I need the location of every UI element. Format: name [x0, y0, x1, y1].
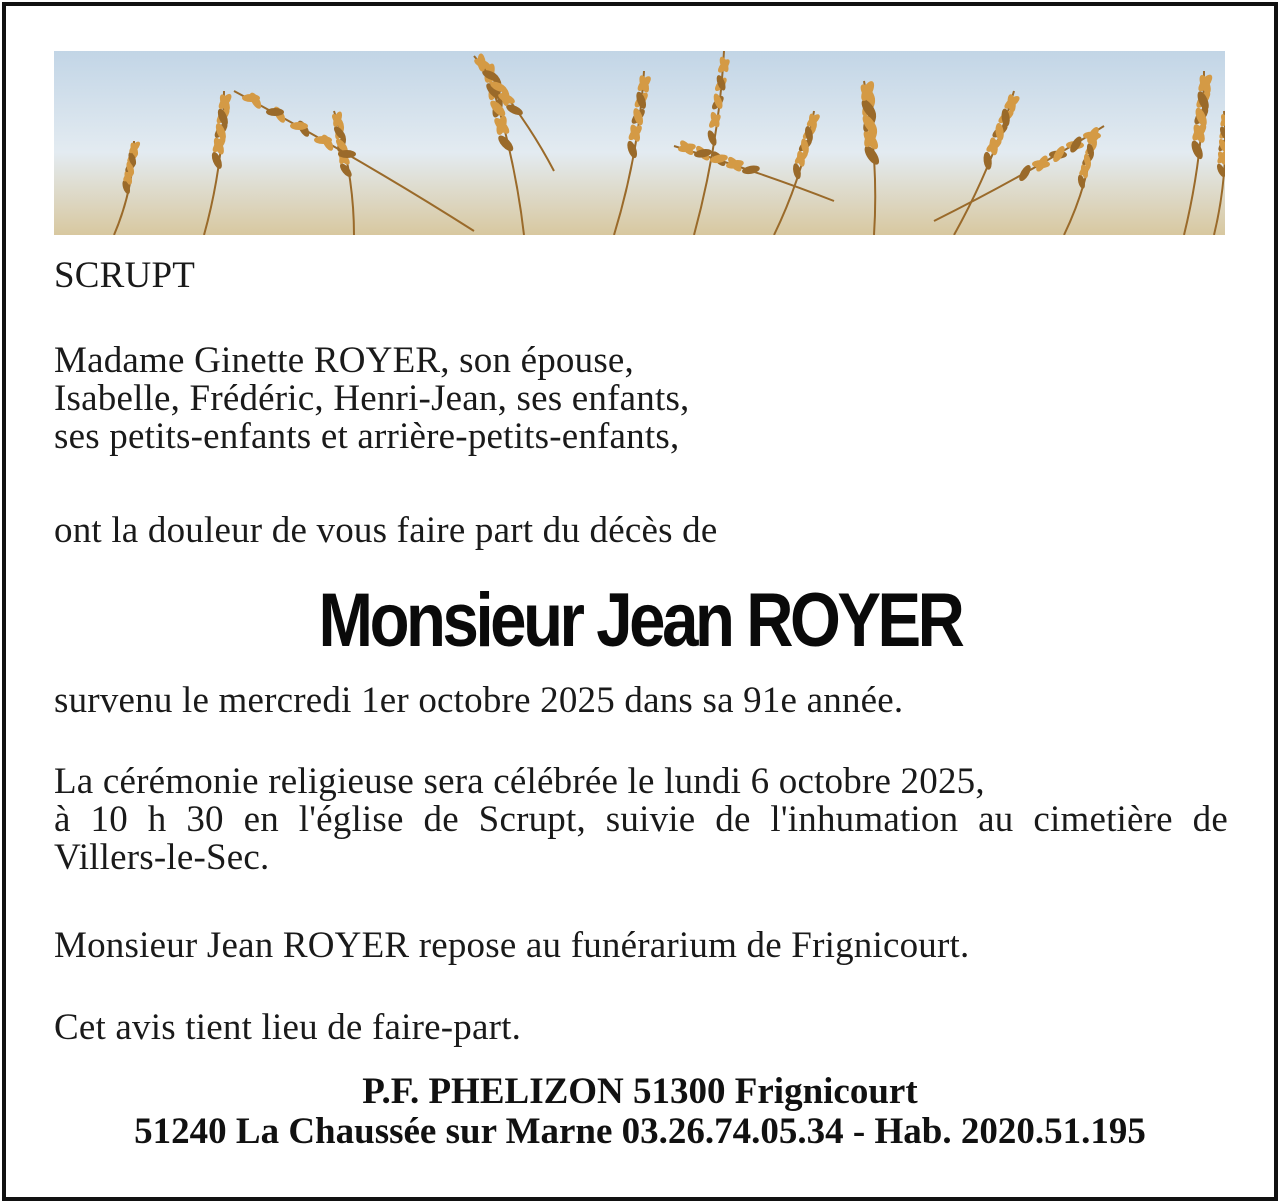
- obituary-notice: [2, 2, 1278, 1201]
- ceremony-line-place: à 10 h 30 en l'église de Scrupt, suivie de l'inhumation au cimetière de: [54, 799, 1228, 840]
- announcement-line: ont la douleur de vous faire part du décès de: [54, 510, 718, 551]
- ceremony-line-cemetery: Villers-le-Sec.: [54, 837, 270, 878]
- repose-line: Monsieur Jean ROYER repose au funérarium de Frignicourt.: [54, 925, 970, 966]
- wheat-grain: [242, 94, 260, 102]
- family-line-spouse: Madame Ginette ROYER, son épouse,: [54, 340, 634, 381]
- closing-line: Cet avis tient lieu de faire-part.: [54, 1007, 522, 1048]
- family-line-children: Isabelle, Frédéric, Henri-Jean, ses enfants,: [54, 378, 690, 419]
- locality-heading: SCRUPT: [54, 255, 196, 296]
- family-block: [54, 342, 690, 456]
- wheat-grain: [266, 108, 284, 116]
- funeral-home-address: 51240 La Chaussée sur Marne 03.26.74.05.34 - Hab. 2020.51.195: [134, 1111, 1146, 1152]
- wheat-field-banner: [54, 51, 1225, 235]
- deceased-name: Monsieur Jean ROYER: [318, 578, 962, 663]
- wheat-illustration: [54, 51, 1225, 235]
- wheat-grain: [338, 150, 356, 158]
- funeral-home-name: P.F. PHELIZON 51300 Frignicourt: [362, 1071, 918, 1112]
- death-date-line: survenu le mercredi 1er octobre 2025 dans sa 91e année.: [54, 680, 904, 721]
- wheat-grain: [314, 136, 332, 144]
- wheat-grain: [290, 122, 308, 130]
- family-line-grandchildren: ses petits-enfants et arrière-petits-enfants,: [54, 416, 680, 457]
- funeral-home-footer: [6, 1072, 1274, 1152]
- ceremony-line-date: La cérémonie religieuse sera célébrée le lundi 6 octobre 2025,: [54, 761, 985, 802]
- ceremony-block: [54, 763, 1228, 877]
